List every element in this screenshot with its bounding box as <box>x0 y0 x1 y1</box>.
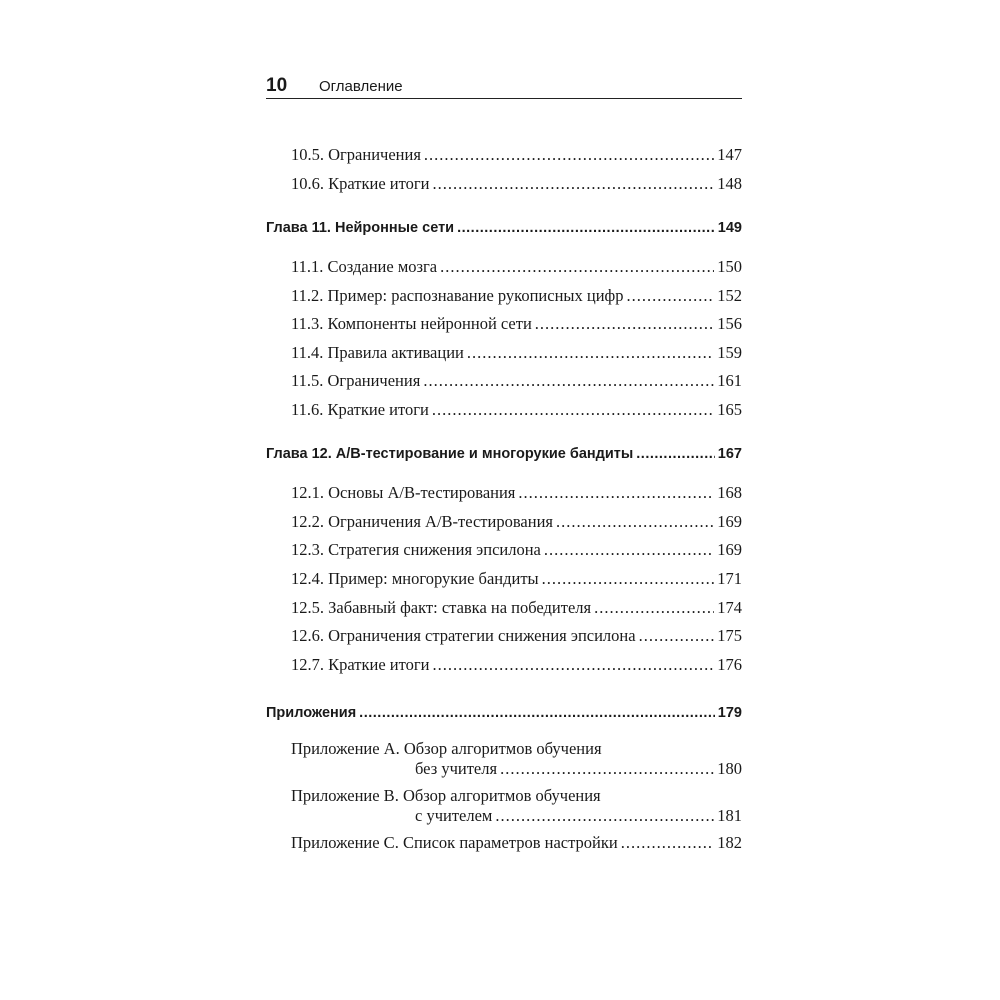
toc-chapter-label: Глава 11. Нейронные сети <box>266 220 455 236</box>
toc-entry-page: 180 <box>717 759 742 778</box>
running-title: Оглавление <box>319 78 403 95</box>
toc-appendix-b-title: Приложение B. Обзор алгоритмов обучения <box>291 786 601 805</box>
toc-entry-page: 152 <box>717 286 742 305</box>
dot-leader <box>423 371 714 391</box>
dot-leader <box>626 286 714 306</box>
toc-entry-label: 12.7. Краткие итоги <box>291 655 430 674</box>
page-header <box>266 74 742 99</box>
toc-entry-label: 12.1. Основы A/B-тестирования <box>291 483 516 502</box>
toc-entry-label: 12.3. Стратегия снижения эпсилона <box>291 540 541 559</box>
dot-leader <box>594 598 714 618</box>
dot-leader <box>359 703 715 723</box>
toc-entry-page: 176 <box>717 655 742 674</box>
toc-entry-label: 11.4. Правила активации <box>291 343 464 362</box>
toc-entry-page: 165 <box>717 400 742 419</box>
dot-leader <box>639 626 715 646</box>
dot-leader <box>556 512 714 532</box>
toc-chapter-12 <box>266 444 742 464</box>
toc-appendix-a <box>415 759 742 779</box>
toc-entry-12-4 <box>291 569 742 589</box>
toc-entry-label: 10.6. Краткие итоги <box>291 174 430 193</box>
toc-entry-12-7 <box>291 655 742 675</box>
toc-entry-12-5 <box>291 598 742 618</box>
dot-leader <box>495 806 714 826</box>
dot-leader <box>636 444 715 464</box>
toc-entry-11-6 <box>291 400 742 420</box>
dot-leader <box>440 257 714 277</box>
dot-leader <box>544 540 714 560</box>
toc-entry-11-2 <box>291 286 742 306</box>
dot-leader <box>542 569 715 589</box>
toc-entry-page: 147 <box>717 145 742 164</box>
page-number: 10 <box>266 75 288 96</box>
toc-entry-page: 174 <box>717 598 742 617</box>
toc-appendices <box>266 703 742 723</box>
toc-entry-12-3 <box>291 540 742 560</box>
dot-leader <box>467 343 714 363</box>
toc-chapter-label: Глава 12. A/B-тестирование и многорукие бандиты <box>266 446 634 462</box>
toc-chapter-page: 179 <box>717 705 742 721</box>
toc-appendix-a-title: Приложение A. Обзор алгоритмов обучения <box>291 739 602 758</box>
toc-entry-page: 169 <box>717 512 742 531</box>
toc-entry-12-2 <box>291 512 742 532</box>
toc-entry-label: 12.5. Забавный факт: ставка на победителя <box>291 598 592 617</box>
toc-entry-11-5 <box>291 371 742 391</box>
toc-entry-page: 161 <box>717 371 742 390</box>
toc-entry-12-6 <box>291 626 742 646</box>
toc-appendix-b <box>415 806 742 826</box>
dot-leader <box>621 833 715 853</box>
toc-chapter-page: 167 <box>717 446 742 462</box>
toc-entry-page: 175 <box>717 626 742 645</box>
toc-entry-label: 11.5. Ограничения <box>291 371 421 390</box>
toc-entry-page: 156 <box>717 314 742 333</box>
toc-entry-label: 11.6. Краткие итоги <box>291 400 429 419</box>
toc-entry-page: 181 <box>717 806 742 825</box>
dot-leader <box>432 400 714 420</box>
toc-entry-11-1 <box>291 257 742 277</box>
toc-entry-page: 148 <box>717 174 742 193</box>
dot-leader <box>500 759 714 779</box>
toc-entry-12-1 <box>291 483 742 503</box>
toc-entry-page: 159 <box>717 343 742 362</box>
toc-entry-label: 12.4. Пример: многорукие бандиты <box>291 569 539 588</box>
toc-entry-label: 11.3. Компоненты нейронной сети <box>291 314 532 333</box>
dot-leader <box>535 314 714 334</box>
toc-entry-page: 150 <box>717 257 742 276</box>
toc-entry-label: 11.2. Пример: распознавание рукописных цифр <box>291 286 624 305</box>
toc-entry-label: без учителя <box>415 759 498 778</box>
toc-entry-page: 171 <box>717 569 742 588</box>
toc-entry-label: 11.1. Создание мозга <box>291 257 438 276</box>
toc-entry-10-5 <box>291 145 742 165</box>
toc-entry-label: 12.6. Ограничения стратегии снижения эпсилона <box>291 626 636 645</box>
toc-chapter-label: Приложения <box>266 705 357 721</box>
toc-entry-page: 169 <box>717 540 742 559</box>
dot-leader <box>424 145 714 165</box>
dot-leader <box>518 483 714 503</box>
toc-chapter-11 <box>266 218 742 238</box>
toc-entry-page: 168 <box>717 483 742 502</box>
toc-entry-11-4 <box>291 343 742 363</box>
dot-leader <box>432 174 714 194</box>
toc-entry-label: 12.2. Ограничения A/B-тестирования <box>291 512 553 531</box>
toc-entry-page: 182 <box>717 833 742 852</box>
toc-appendix-c <box>291 833 742 853</box>
dot-leader <box>457 218 715 238</box>
toc-entry-11-3 <box>291 314 742 334</box>
toc-entry-label: 10.5. Ограничения <box>291 145 421 164</box>
dot-leader <box>432 655 714 675</box>
toc-entry-label: Приложение C. Список параметров настройки <box>291 833 618 852</box>
toc-chapter-page: 149 <box>717 220 742 236</box>
toc-entry-10-6 <box>291 174 742 194</box>
toc-entry-label: с учителем <box>415 806 493 825</box>
